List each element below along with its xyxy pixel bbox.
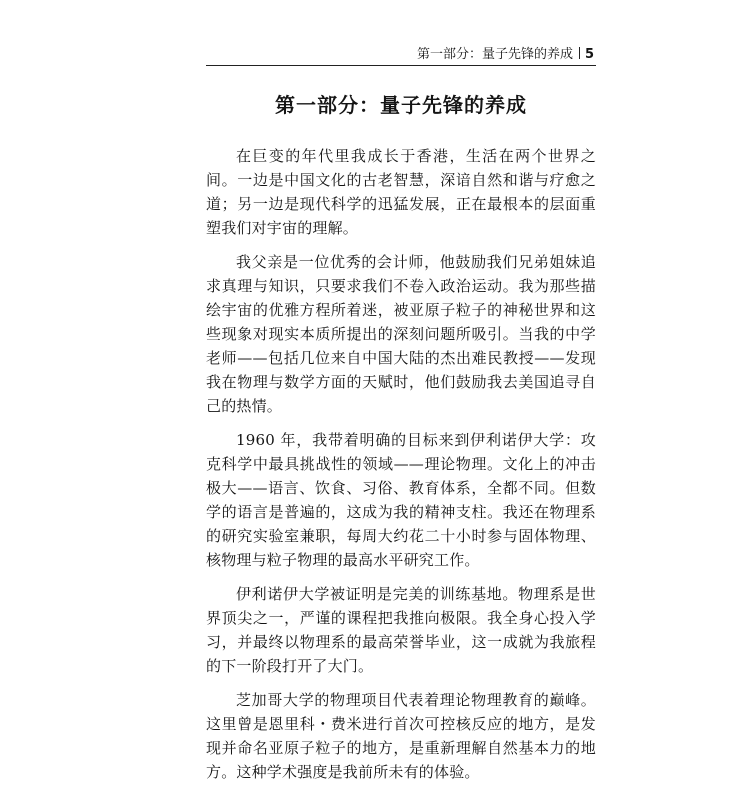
page-number: 5	[584, 47, 594, 62]
body-text	[206, 144, 596, 794]
header-separator	[579, 47, 580, 59]
running-title: 第一部分：量子先锋的养成	[416, 47, 573, 62]
paragraph: 伊利诺伊大学被证明是完美的训练基地。物理系是世界顶尖之一，严谨的课程把我推向极限。我全身心投入学习，并最终以物理系的最高荣誉毕业，这一成就为我旅程的下一阶段打开了大门。	[206, 585, 596, 675]
paragraph: 芝加哥大学的物理项目代表着理论物理教育的巅峰。这里曾是恩里科・费米进行首次可控核反应的地方，是发现并命名亚原子粒子的地方，是重新理解自然基本力的地方。这种学术强度是我前所未有的体验。	[206, 691, 596, 781]
paragraph: 在巨变的年代里我成长于香港，生活在两个世界之间。一边是中国文化的古老智慧，深谙自然和谐与疗愈之道；另一边是现代科学的迅猛发展，正在最根本的层面重塑我们对宇宙的理解。	[206, 147, 596, 237]
paragraph: 我父亲是一位优秀的会计师，他鼓励我们兄弟姐妹追求真理与知识，只要求我们不卷入政治运动。我为那些描绘宇宙的优雅方程所着迷，被亚原子粒子的神秘世界和这些现象对现实本质所提出的深刻问题所吸引。当我的中学老师——包括几位来自中国大陆的杰出难民教授——发现我在物理与数学方面的天赋时，他们鼓励我去美国追寻自己的热情。	[206, 253, 596, 415]
header-rule	[206, 65, 596, 66]
running-header	[206, 46, 594, 64]
paragraph: 1960 年，我带着明确的目标来到伊利诺伊大学：攻克科学中最具挑战性的领域——理论物理。文化上的冲击极大——语言、饮食、习俗、教育体系，全都不同。但数学的语言是普遍的，这成为我的精神支柱。我还在物理系的研究实验室兼职，每周大约花二十小时参与固体物理、核物理与粒子物理的最高水平研究工作。	[206, 431, 596, 569]
chapter-title: 第一部分：量子先锋的养成	[275, 93, 527, 117]
